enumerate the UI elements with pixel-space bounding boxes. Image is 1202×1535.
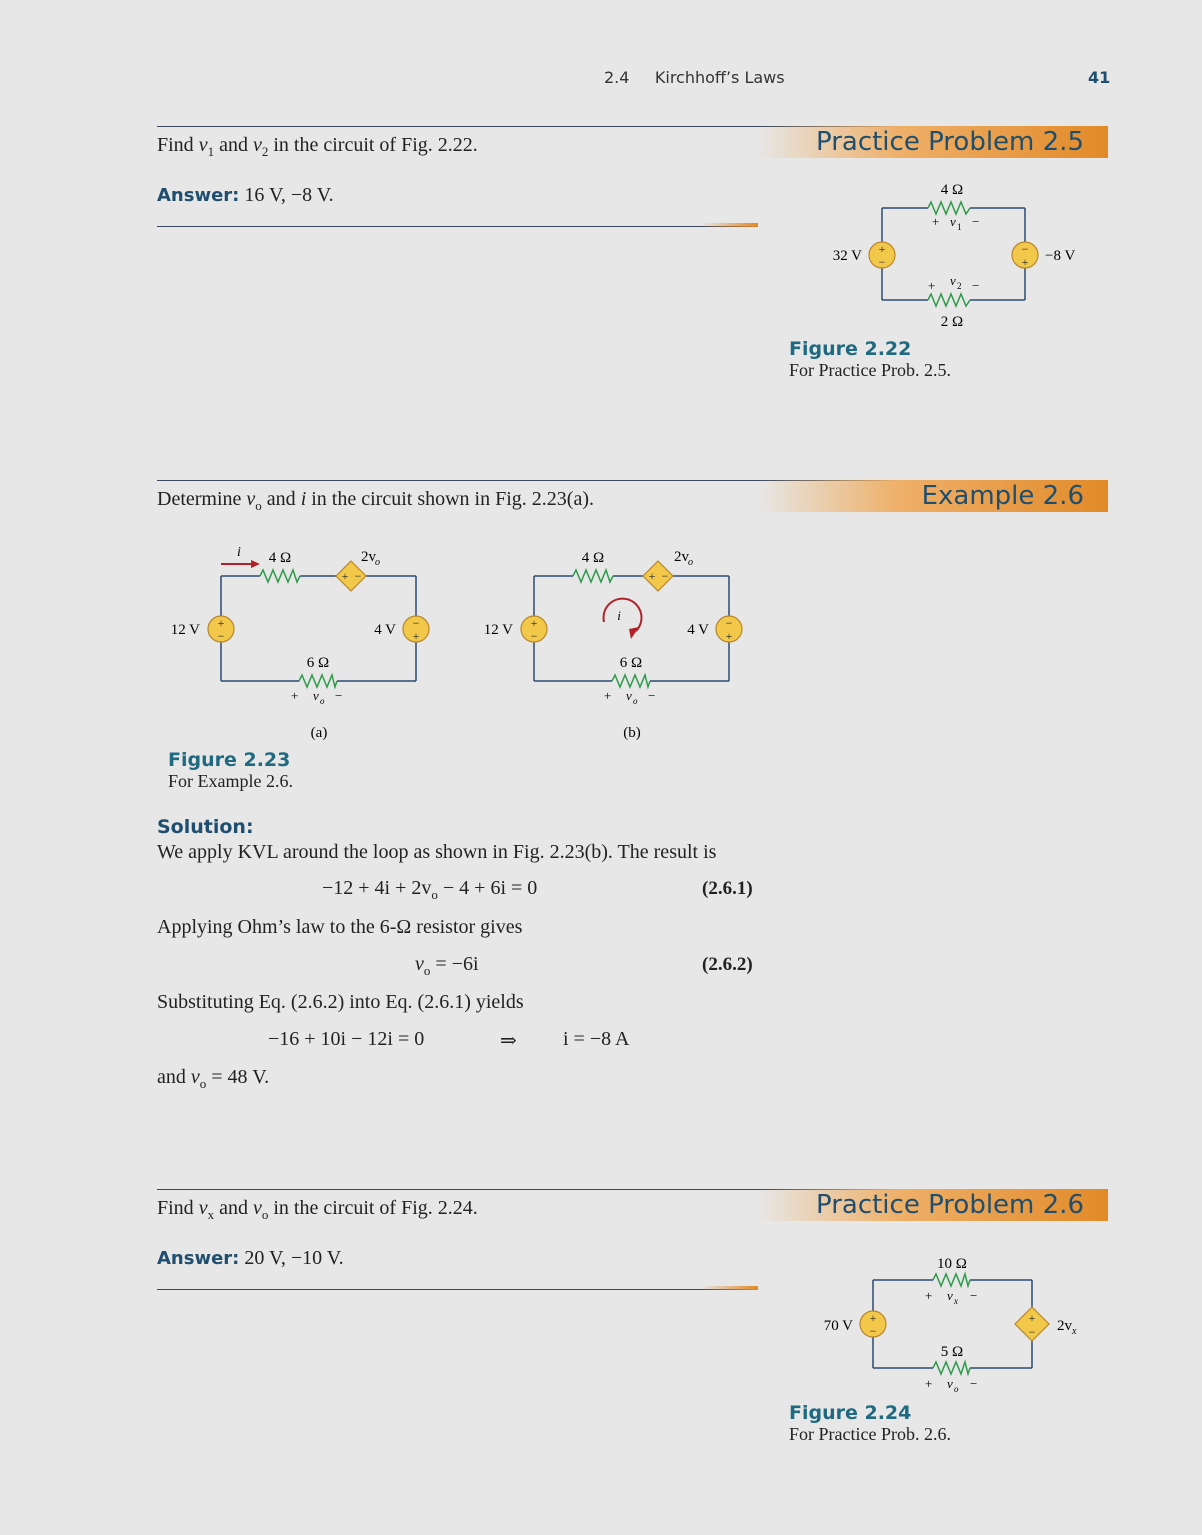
svg-text:4 Ω: 4 Ω bbox=[268, 550, 292, 566]
loop-current-arrow bbox=[603, 599, 641, 639]
resistor-6-ohm bbox=[299, 675, 337, 687]
voltage-source-right bbox=[1012, 242, 1038, 269]
page-number: 41 bbox=[1088, 68, 1111, 87]
answer-label: Answer: bbox=[157, 185, 240, 206]
section-title: Kirchhoff’s Laws bbox=[654, 68, 785, 87]
svg-text:12 V: 12 V bbox=[170, 622, 200, 638]
svg-text:−: − bbox=[217, 629, 225, 643]
svg-text:x: x bbox=[1072, 1326, 1077, 1337]
svg-text:o: o bbox=[688, 557, 693, 568]
equation-2-6-3-left: −16 + 10i − 12i = 0 bbox=[268, 1028, 425, 1050]
equation-2-6-1: $-12 + 4i + 2v_o - 4 + 6i = 0$ bbox=[322, 877, 538, 902]
dependent-source bbox=[336, 561, 366, 591]
resistor-10-ohm bbox=[933, 1274, 970, 1286]
solution-paragraph-2: Applying Ohm’s law to the 6-Ω resistor gives bbox=[157, 916, 523, 938]
solution-paragraph-1: We apply KVL around the loop as shown in Fig. 2.23(b). The result is bbox=[157, 841, 717, 863]
figure-2-23-caption: For Example 2.6. bbox=[168, 771, 293, 791]
svg-text:−: − bbox=[412, 616, 420, 630]
svg-text:x: x bbox=[954, 1296, 958, 1306]
svg-text:v: v bbox=[947, 1376, 953, 1391]
svg-text:+: + bbox=[1021, 255, 1029, 269]
running-header bbox=[604, 68, 785, 87]
voltage-source-70v bbox=[860, 1311, 886, 1338]
svg-text:−8 V: −8 V bbox=[1045, 248, 1076, 264]
svg-text:(a): (a) bbox=[310, 725, 328, 741]
svg-text:+: + bbox=[878, 242, 886, 256]
dependent-source bbox=[1015, 1307, 1049, 1341]
practice-end-accent bbox=[700, 223, 758, 227]
resistor-5-ohm bbox=[933, 1362, 970, 1374]
svg-text:o: o bbox=[633, 696, 638, 706]
svg-text:+: + bbox=[217, 616, 225, 630]
svg-text:2v: 2v bbox=[361, 549, 376, 565]
svg-text:i: i bbox=[237, 545, 241, 560]
equation-2-6-2: $v_o = -6i$ bbox=[415, 953, 479, 978]
svg-text:−: − bbox=[725, 616, 733, 630]
svg-text:2v: 2v bbox=[1057, 1318, 1072, 1334]
svg-text:−: − bbox=[869, 1324, 877, 1338]
svg-text:i: i bbox=[617, 608, 621, 623]
svg-text:+: + bbox=[869, 1311, 877, 1325]
svg-text:−: − bbox=[335, 688, 343, 703]
svg-text:+: + bbox=[925, 1376, 933, 1391]
practice-2-6-answer bbox=[157, 1247, 344, 1270]
practice-2-5-answer bbox=[157, 184, 334, 207]
equation-number-2-6-2: (2.6.2) bbox=[702, 954, 753, 975]
example-2-6-band: Example 2.6 bbox=[758, 480, 1108, 512]
svg-text:+: + bbox=[341, 569, 349, 583]
figure-2-22-title: Figure 2.22 bbox=[789, 338, 912, 360]
svg-text:+: + bbox=[925, 1288, 933, 1303]
svg-text:+: + bbox=[1028, 1311, 1036, 1325]
example-2-6-question: Determine $v_o$ and i in the circuit shown in Fig. 2.23(a). bbox=[157, 488, 594, 513]
svg-text:4 V: 4 V bbox=[374, 622, 396, 638]
figure-2-22-caption: For Practice Prob. 2.5. bbox=[789, 360, 951, 380]
svg-text:32 V: 32 V bbox=[832, 248, 862, 264]
svg-text:−: − bbox=[972, 278, 980, 293]
voltage-source-12v bbox=[521, 616, 547, 643]
answer-value: 20 V, −10 V. bbox=[244, 1247, 344, 1269]
svg-text:v: v bbox=[313, 688, 319, 703]
svg-text:v: v bbox=[947, 1288, 953, 1303]
svg-text:v: v bbox=[626, 688, 632, 703]
svg-text:o: o bbox=[375, 557, 380, 568]
svg-text:−: − bbox=[878, 255, 886, 269]
svg-text:−: − bbox=[648, 688, 656, 703]
solution-label: Solution: bbox=[157, 816, 254, 838]
resistor-6-ohm bbox=[612, 675, 650, 687]
resistor-2-ohm bbox=[928, 294, 970, 306]
svg-text:o: o bbox=[954, 1384, 959, 1394]
svg-text:+: + bbox=[932, 214, 940, 229]
answer-value: 16 V, −8 V. bbox=[244, 184, 334, 206]
figure-2-23a-circuit bbox=[160, 538, 450, 748]
figure-2-24-caption: For Practice Prob. 2.6. bbox=[789, 1424, 951, 1444]
svg-text:10 Ω: 10 Ω bbox=[937, 1256, 967, 1272]
implies-arrow: ⇒ bbox=[500, 1030, 517, 1052]
svg-text:6 Ω: 6 Ω bbox=[306, 655, 330, 671]
current-arrow bbox=[221, 560, 260, 568]
svg-text:6 Ω: 6 Ω bbox=[619, 655, 643, 671]
svg-text:12 V: 12 V bbox=[483, 622, 513, 638]
solution-paragraph-3: Substituting Eq. (2.6.2) into Eq. (2.6.1) yields bbox=[157, 991, 524, 1013]
svg-text:+: + bbox=[928, 278, 936, 293]
svg-text:70 V: 70 V bbox=[823, 1318, 853, 1334]
practice-end-rule bbox=[157, 1289, 757, 1290]
svg-text:+: + bbox=[412, 629, 420, 643]
practice-2-5-question: Find $v_1$ and $v_2$ in the circuit of Fig. 2.22. bbox=[157, 134, 478, 159]
resistor-4-ohm bbox=[260, 570, 300, 582]
svg-text:+: + bbox=[604, 688, 612, 703]
resistor-4-ohm bbox=[928, 202, 970, 214]
practice-end-accent bbox=[700, 1286, 758, 1290]
svg-text:2 Ω: 2 Ω bbox=[940, 314, 964, 330]
svg-text:−: − bbox=[970, 1376, 978, 1391]
svg-text:−: − bbox=[661, 569, 669, 583]
svg-text:−: − bbox=[1021, 242, 1029, 256]
svg-text:v: v bbox=[950, 214, 956, 229]
svg-text:−: − bbox=[970, 1288, 978, 1303]
practice-2-6-band: Practice Problem 2.6 bbox=[758, 1189, 1108, 1221]
equation-number-2-6-1: (2.6.1) bbox=[702, 878, 753, 899]
svg-text:(b): (b) bbox=[623, 725, 641, 741]
svg-text:o: o bbox=[320, 696, 325, 706]
figure-2-23b-circuit bbox=[473, 538, 763, 748]
svg-text:+: + bbox=[725, 629, 733, 643]
svg-text:−: − bbox=[972, 214, 980, 229]
svg-text:−: − bbox=[354, 569, 362, 583]
svg-text:−: − bbox=[1028, 1325, 1036, 1339]
svg-text:v: v bbox=[950, 273, 956, 288]
practice-2-6-question: Find $v_x$ and $v_o$ in the circuit of Fig. 2.24. bbox=[157, 1197, 478, 1222]
svg-text:+: + bbox=[530, 616, 538, 630]
voltage-source-4v bbox=[403, 616, 429, 643]
figure-2-22-circuit bbox=[800, 175, 1100, 335]
svg-text:2: 2 bbox=[957, 281, 962, 291]
solution-paragraph-4: and $v_o = 48$ V. bbox=[157, 1066, 270, 1091]
svg-text:5 Ω: 5 Ω bbox=[940, 1344, 964, 1360]
figure-2-24-title: Figure 2.24 bbox=[789, 1402, 912, 1424]
dependent-source bbox=[643, 561, 673, 591]
voltage-source-4v bbox=[716, 616, 742, 643]
svg-text:2v: 2v bbox=[674, 549, 689, 565]
answer-label: Answer: bbox=[157, 1248, 240, 1269]
voltage-source-12v bbox=[208, 616, 234, 643]
svg-text:−: − bbox=[530, 629, 538, 643]
svg-text:4 V: 4 V bbox=[687, 622, 709, 638]
figure-2-23-title: Figure 2.23 bbox=[168, 749, 291, 771]
svg-text:4 Ω: 4 Ω bbox=[581, 550, 605, 566]
figure-2-24-circuit bbox=[800, 1250, 1100, 1400]
svg-text:1: 1 bbox=[957, 222, 962, 232]
voltage-source-left bbox=[869, 242, 895, 269]
svg-text:4 Ω: 4 Ω bbox=[940, 182, 964, 198]
practice-end-rule bbox=[157, 226, 757, 227]
practice-2-5-band: Practice Problem 2.5 bbox=[758, 126, 1108, 158]
section-number: 2.4 bbox=[604, 68, 630, 87]
resistor-4-ohm bbox=[573, 570, 613, 582]
svg-text:+: + bbox=[648, 569, 656, 583]
svg-text:+: + bbox=[291, 688, 299, 703]
equation-2-6-3-right: i = −8 A bbox=[563, 1028, 630, 1050]
